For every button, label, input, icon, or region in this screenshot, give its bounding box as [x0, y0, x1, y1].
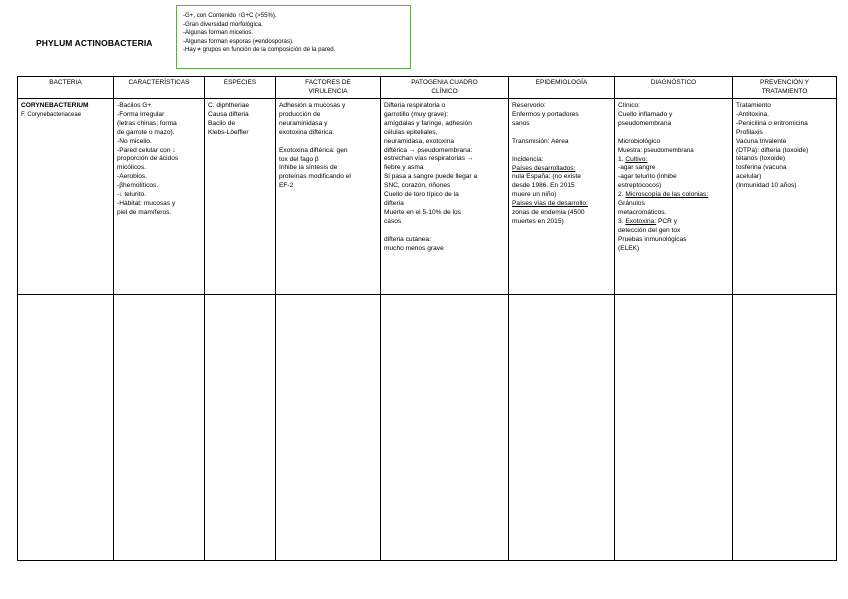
spacer	[512, 129, 611, 138]
patogenia-line: amígdalas y faringe, adhesión	[384, 119, 472, 127]
desarrollados-line: muere un niño)	[512, 191, 557, 199]
header-factores-label: FACTORES DE VIRULENCIA	[305, 79, 351, 95]
caracteristica-line: -Bacilos G+	[117, 102, 152, 109]
exotoxina-line: (ELEK)	[618, 244, 640, 252]
factor-line: exotoxina diftérica.	[279, 128, 334, 136]
especie-line: C. diphtheriae	[208, 102, 250, 109]
summary-box	[176, 5, 411, 69]
microscopia-heading	[618, 191, 729, 209]
empty-cell	[18, 295, 114, 561]
header-patogenia-label: PATOGENIA CUADRO CLÍNICO	[411, 79, 478, 95]
caracteristica-line: -No micelio.	[117, 137, 152, 145]
cell-prevencion	[733, 99, 837, 295]
cultivo-heading	[618, 156, 729, 165]
empty-cell	[381, 295, 509, 561]
caracteristica-line: micólicos.	[117, 164, 146, 172]
cultivo-number: 1.	[618, 155, 626, 163]
en-desarrollo-line: zonas de endemia (4500	[512, 209, 585, 217]
patogenia-line: difteria cutánea:	[384, 235, 431, 243]
cultivo-label: Cultivo:	[625, 155, 648, 163]
caracteristica-line: -Aerobios.	[117, 173, 148, 181]
patogenia-line: garrotillo (muy grave):	[384, 110, 449, 118]
en-desarrollo-line: muertes en 2015)	[512, 217, 564, 225]
reservorio-line: sanos	[512, 119, 530, 127]
patogenia-line: casos	[384, 217, 402, 225]
exotoxina-number: 3.	[618, 217, 626, 225]
empty-cell	[205, 295, 276, 561]
incidencia-label: Incidencia:	[512, 155, 544, 163]
patogenia-line: Difteria respiratoria o	[384, 102, 446, 109]
caracteristica-line: proporción de ácidos	[117, 155, 179, 163]
header-patogenia	[381, 77, 509, 99]
exotoxina-heading	[618, 218, 729, 227]
spacer	[384, 227, 505, 236]
prevencion-line: -Antitoxina.	[736, 110, 769, 118]
header-caracteristicas: CARACTERÍSTICAS	[114, 77, 205, 99]
summary-line: -Algunas forman esporas (≠endosporas).	[183, 37, 294, 45]
summary-line: -Hay ≠ grupos en función de la composición de la pared.	[183, 46, 336, 53]
desarrollados-line: desde 1986. En 2015	[512, 182, 575, 190]
microscopia-line: metacromáticos.	[618, 208, 667, 216]
table-header-row	[18, 77, 837, 99]
caracteristica-line: -↓ telurito.	[117, 191, 146, 199]
patogenia-line: Muerte en el 5-10% de los	[384, 208, 461, 216]
caracteristica-line: (letras chinas; forma	[117, 119, 177, 127]
exotoxina-label: Exotoxina:	[625, 217, 657, 225]
prevencion-line: (Inmunidad 10 años)	[736, 182, 797, 190]
desarrollados-label: Países desarrollados:	[512, 164, 576, 172]
cell-patogenia	[381, 99, 509, 295]
header-diagnostico: DIAGNÓSTICO	[615, 77, 733, 99]
caracteristica-line: -Forma irregular	[117, 110, 165, 118]
prevencion-line: tosferina (vacuna	[736, 164, 787, 172]
bacteria-table	[17, 76, 837, 561]
empty-cell	[509, 295, 615, 561]
microbiologico-label: Microbiológico	[618, 137, 661, 145]
patogenia-line: diftérica → pseudomembrana:	[384, 146, 473, 154]
summary-line: -Gran diversidad morfológica.	[183, 20, 263, 28]
page-title: PHYLUM ACTINOBACTERIA	[36, 38, 153, 48]
spacer	[618, 129, 729, 138]
factor-line: neuraminidasa y	[279, 119, 328, 127]
empty-cell	[733, 295, 837, 561]
empty-cell	[114, 295, 205, 561]
header-epidemiologia: EPIDEMIOLOGÍA	[509, 77, 615, 99]
cell-especies	[205, 99, 276, 295]
cell-epidemiologia	[509, 99, 615, 295]
transmision-text: Transmisión: Aérea	[512, 137, 569, 145]
cell-caracteristicas	[114, 99, 205, 295]
clinico-label: Clínico:	[618, 102, 640, 109]
summary-line: -Algunas forman micelios.	[183, 29, 254, 36]
header-factores-virulencia	[276, 77, 381, 99]
especie-line: Causa difteria	[208, 110, 249, 118]
factor-line: producción de	[279, 110, 321, 118]
desarrollados-line: nula España: (no existe	[512, 173, 581, 181]
factor-line: Exotoxina diftérica: gen	[279, 146, 348, 154]
cell-factores-virulencia	[276, 99, 381, 295]
patogenia-line: Cuello de toro típico de la	[384, 191, 459, 199]
reservorio-line: Enfermos y portadores	[512, 110, 579, 118]
prevencion-line: (DTPa): difteria (toxoide)	[736, 146, 809, 154]
caracteristica-line: de garrote o mazo).	[117, 128, 175, 136]
header-prevencion-label: PREVENCIÓN Y TRATAMIENTO	[759, 79, 809, 95]
caracteristica-line: -βhemolíticos.	[117, 182, 159, 190]
cell-bacteria	[18, 99, 114, 295]
exotoxina-line: detección del gen tox	[618, 226, 681, 234]
factor-line: tox del fago β	[279, 155, 319, 163]
summary-line: -G+, con Contenido ↑G+C (>55%).	[183, 12, 277, 19]
patogenia-line: neuramidasa, exotoxina	[384, 137, 455, 145]
microscopia-rest: Gránulos	[618, 191, 711, 208]
especie-line: Bacilo de	[208, 119, 236, 127]
muestra-text: Muestra: pseudomembrana	[618, 146, 694, 154]
exotoxina-rest: PCR y	[656, 217, 678, 225]
table-row	[18, 99, 837, 295]
spacer	[279, 138, 377, 147]
exotoxina-line: Pruebas inmunológicas	[618, 235, 687, 243]
factor-line: proteínas modificando el	[279, 173, 351, 181]
cultivo-line: -agar sangre	[618, 164, 656, 172]
en-desarrollo-label: Países vías de desarrollo:	[512, 200, 588, 208]
empty-cell	[276, 295, 381, 561]
header-especies: ESPECIES	[205, 77, 276, 99]
patogenia-line: estrechan vías respiratorias →	[384, 155, 474, 163]
patogenia-line: células epiteliales,	[384, 128, 438, 136]
caracteristica-line: -Pared celular con ↓	[117, 146, 176, 154]
microscopia-label: Microscopía de las colonias:	[625, 191, 709, 199]
cultivo-line: estreptococos)	[618, 182, 662, 190]
header-prevencion	[733, 77, 837, 99]
prevencion-line: Tratamiento	[736, 102, 771, 109]
patogenia-line: fiebre y asma	[384, 164, 424, 172]
table-row-empty	[18, 295, 837, 561]
prevencion-line: acelular)	[736, 173, 762, 181]
patogenia-line: difteria	[384, 199, 404, 207]
patogenia-line: SNC, corazón, riñones	[384, 182, 451, 190]
microscopia-number: 2.	[618, 191, 626, 199]
patogenia-line: mucho menos grave	[384, 244, 444, 252]
empty-cell	[615, 295, 733, 561]
patogenia-line: Si pasa a sangre puede llegar a	[384, 173, 478, 181]
reservorio-label: Reservorio:	[512, 102, 546, 109]
header-bacteria: BACTERIA	[18, 77, 114, 99]
spacer	[512, 147, 611, 156]
bacteria-name: CORYNEBACTERIUM	[21, 102, 89, 109]
caracteristica-line: -Hábitat: mucosas y	[117, 199, 176, 207]
factor-line: Inhibe la síntesis de	[279, 164, 338, 172]
especie-line: Klebs-Löeffler	[208, 128, 249, 136]
prevencion-line: Profilaxis	[736, 128, 763, 136]
prevencion-line: Vacuna trivalente	[736, 137, 787, 145]
clinico-line: Cuello inflamado y	[618, 110, 673, 118]
prevencion-line: -Penicilina o eritromicina	[736, 119, 808, 127]
cell-diagnostico	[615, 99, 733, 295]
factor-line: Adhesión a mucosas y	[279, 102, 346, 109]
clinico-line: pseudomembrana	[618, 119, 672, 127]
bacteria-family: F. Corynebacteriaceae	[21, 111, 82, 118]
prevencion-line: tétanos (toxoide)	[736, 155, 786, 163]
caracteristica-line: piel de mamíferos.	[117, 208, 172, 216]
cultivo-line: -agar telurito (inhibe	[618, 173, 677, 181]
factor-line: EF-2	[279, 182, 294, 190]
